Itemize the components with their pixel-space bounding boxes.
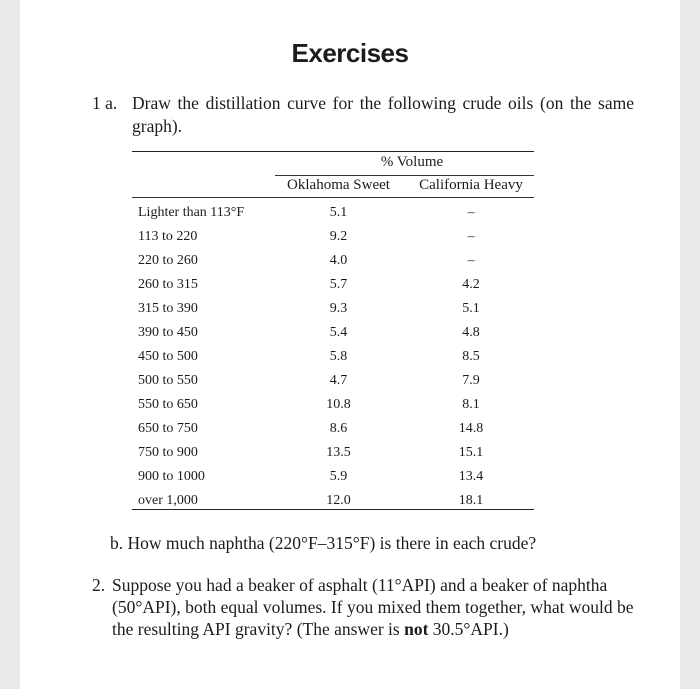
row-label: 220 to 260	[138, 253, 198, 268]
document-page	[20, 0, 680, 689]
table-row	[132, 297, 534, 321]
california-value: 14.8	[458, 421, 484, 436]
oklahoma-value: 9.3	[329, 301, 348, 316]
question-2-text	[112, 574, 634, 640]
question-2-text-before: Suppose you had a beaker of asphalt (11°API) and a beaker of naphtha (50°API), both equal volumes. If you mixed them together, what would be the resulting API gravity? (The answer is	[112, 575, 634, 639]
table-row	[132, 441, 534, 465]
oklahoma-value: 9.2	[329, 229, 348, 244]
header-bottom-rule	[132, 197, 534, 198]
group-header-rule	[275, 175, 534, 176]
page-title: Exercises	[291, 38, 409, 68]
row-label: 113 to 220	[138, 229, 198, 244]
oklahoma-value: 5.7	[329, 277, 348, 292]
oklahoma-value: 5.9	[329, 469, 348, 484]
oklahoma-value: 10.8	[326, 397, 351, 412]
question-2-emphasis: not	[404, 619, 429, 639]
oklahoma-value: 4.7	[329, 373, 348, 388]
question-2-text-after: 30.5°API.)	[428, 619, 509, 639]
table-row	[132, 273, 534, 297]
california-value: 15.1	[458, 445, 484, 460]
table-row	[132, 345, 534, 369]
california-value: 4.8	[462, 325, 480, 340]
california-value: 7.9	[462, 373, 480, 388]
oklahoma-value: 5.1	[329, 205, 348, 220]
table-row	[132, 321, 534, 345]
oklahoma-value: 4.0	[329, 253, 348, 268]
table-row	[132, 465, 534, 489]
volume-group-label: % Volume	[380, 154, 444, 170]
column-header-oklahoma: Oklahoma Sweet	[287, 177, 390, 193]
row-label: 260 to 315	[138, 277, 198, 292]
table-body	[132, 201, 534, 513]
table-row	[132, 249, 534, 273]
california-value: 13.4	[458, 469, 484, 484]
column-header-california: California Heavy	[419, 177, 523, 193]
california-value: 8.1	[462, 397, 480, 412]
row-label: 390 to 450	[138, 325, 198, 340]
question-1b: b. How much naphtha (220°F–315°F) is there in each crude?	[110, 533, 537, 553]
question-1a-number: 1 a.	[92, 93, 118, 113]
table-row	[132, 417, 534, 441]
row-label: 450 to 500	[138, 349, 198, 364]
row-label: over 1,000	[138, 493, 198, 508]
california-value: 5.1	[462, 301, 480, 316]
question-1a-text: Draw the distillation curve for the following crude oils (on the same graph).	[132, 93, 634, 136]
oklahoma-value: 12.0	[326, 493, 351, 508]
table-row	[132, 393, 534, 417]
row-label: Lighter than 113°F	[138, 205, 245, 220]
row-label: 550 to 650	[138, 397, 198, 412]
table-row	[132, 369, 534, 393]
oklahoma-value: 5.8	[329, 349, 348, 364]
california-value: –	[467, 205, 475, 220]
oklahoma-value: 5.4	[329, 325, 348, 340]
california-value: 4.2	[462, 277, 480, 292]
volume-group-header	[132, 154, 534, 174]
row-label: 650 to 750	[138, 421, 198, 436]
table-row	[132, 225, 534, 249]
row-label: 315 to 390	[138, 301, 198, 316]
oklahoma-value: 13.5	[326, 445, 351, 460]
table-row	[132, 201, 534, 225]
table-top-rule	[132, 151, 534, 152]
california-value: 18.1	[458, 493, 484, 508]
row-label: 750 to 900	[138, 445, 198, 460]
table-bottom-rule	[132, 509, 534, 510]
question-2-number: 2.	[92, 575, 106, 595]
row-label: 900 to 1000	[138, 469, 205, 484]
row-label: 500 to 550	[138, 373, 198, 388]
distillation-table	[132, 151, 534, 508]
oklahoma-value: 8.6	[329, 421, 348, 436]
california-value: –	[467, 229, 475, 244]
california-value: 8.5	[462, 349, 480, 364]
california-value: –	[467, 253, 475, 268]
